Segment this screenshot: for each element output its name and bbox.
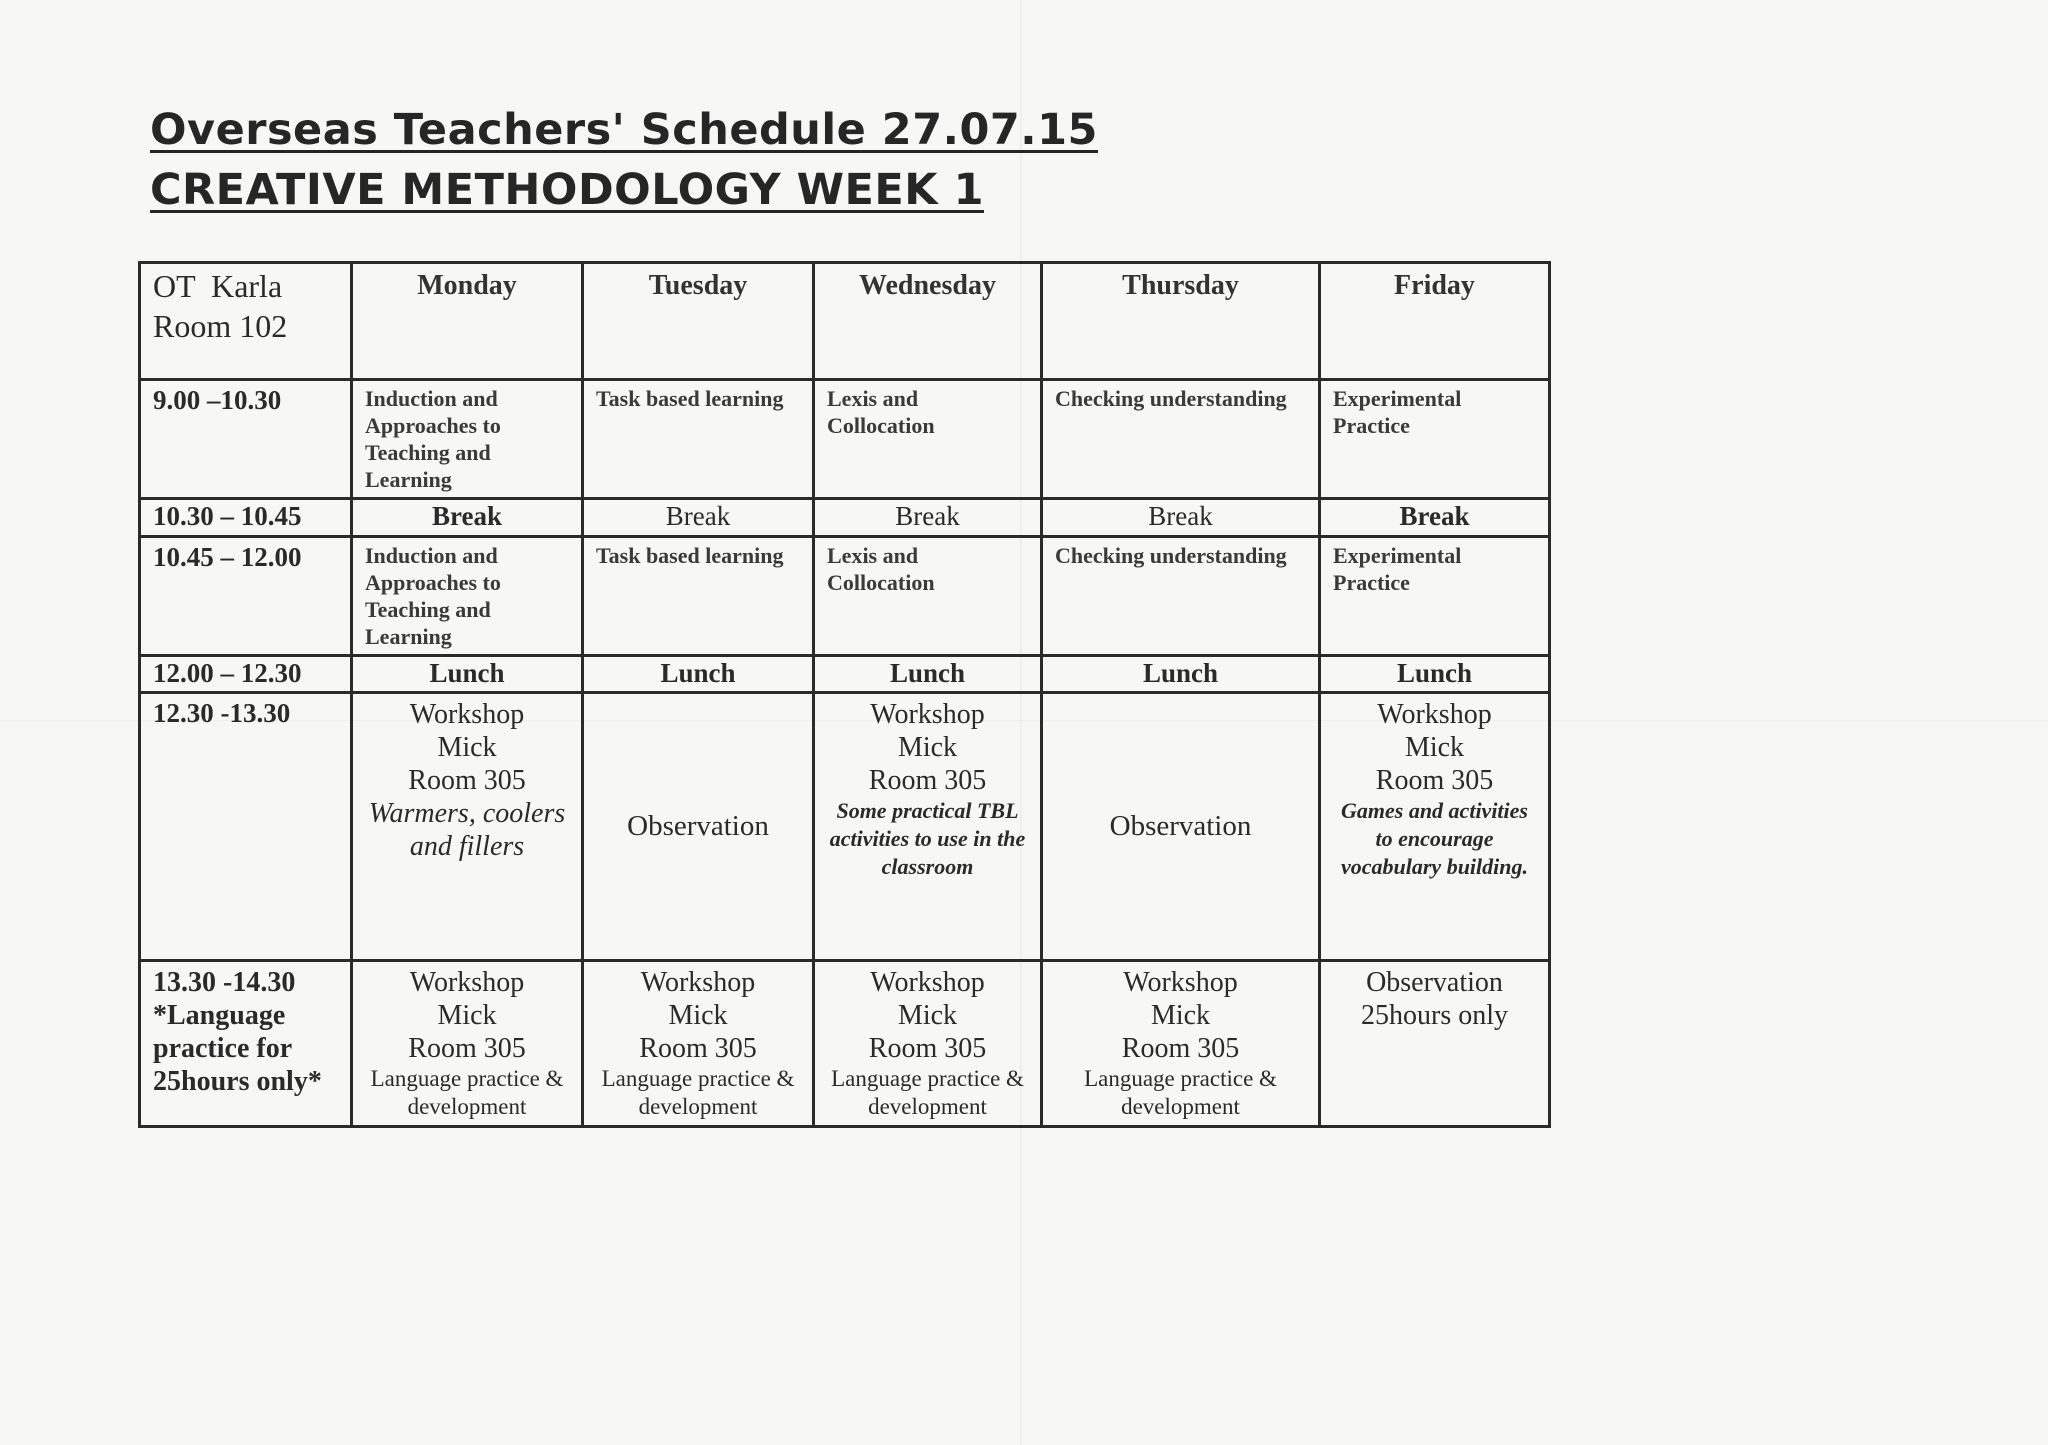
workshop-room: Room 305 bbox=[1375, 765, 1494, 796]
day-header-friday: Friday bbox=[1320, 263, 1550, 380]
workshop-tutor: Mick bbox=[897, 1000, 958, 1031]
workshop-description: Some practical TBL activities to use in the classroom bbox=[829, 798, 1026, 879]
session-wednesday: Lexis and Collocation bbox=[814, 537, 1042, 656]
lunch-row bbox=[140, 656, 1550, 693]
workshop-description: Language practice & development bbox=[370, 1066, 564, 1119]
slot-row-1 bbox=[140, 380, 1550, 499]
session-friday: Experimental Practice bbox=[1320, 537, 1550, 656]
workshop-room: Room 305 bbox=[408, 1033, 526, 1064]
session-tuesday: Task based learning bbox=[583, 380, 814, 499]
workshop-tutor: Mick bbox=[668, 1000, 728, 1031]
session-friday: Experimental Practice bbox=[1320, 380, 1550, 499]
workshop-title: Workshop bbox=[409, 699, 525, 730]
workshop-wednesday bbox=[814, 693, 1042, 961]
language-workshop-monday bbox=[352, 961, 583, 1127]
observation-label: Observation bbox=[1366, 967, 1503, 998]
header-row bbox=[140, 263, 1550, 380]
language-workshop-thursday bbox=[1042, 961, 1320, 1127]
teacher-room-cell bbox=[140, 263, 352, 380]
break-monday: Break bbox=[352, 499, 583, 537]
document-header bbox=[150, 100, 1098, 220]
teacher-name: OT Karla bbox=[153, 268, 283, 304]
language-workshop-wednesday bbox=[814, 961, 1042, 1127]
workshop-title: Workshop bbox=[640, 967, 756, 998]
language-workshop-tuesday bbox=[583, 961, 814, 1127]
session-thursday: Checking understanding bbox=[1042, 537, 1320, 656]
time-cell bbox=[140, 961, 352, 1127]
session-tuesday: Task based learning bbox=[583, 537, 814, 656]
workshop-description: Warmers, coolers and fillers bbox=[368, 798, 566, 862]
slot-row-2 bbox=[140, 537, 1550, 656]
time-range: 13.30 -14.30 bbox=[153, 967, 296, 998]
workshop-title: Workshop bbox=[1377, 699, 1492, 730]
session-thursday: Checking understanding bbox=[1042, 380, 1320, 499]
session-wednesday: Lexis and Collocation bbox=[814, 380, 1042, 499]
workshop-tutor: Mick bbox=[897, 732, 958, 763]
time-cell: 10.45 – 12.00 bbox=[140, 537, 352, 656]
lunch-friday: Lunch bbox=[1320, 656, 1550, 693]
workshop-title: Workshop bbox=[870, 967, 985, 998]
break-friday: Break bbox=[1320, 499, 1550, 537]
workshop-description: Language practice & development bbox=[831, 1066, 1024, 1119]
workshop-room: Room 305 bbox=[408, 765, 526, 796]
workshop-monday bbox=[352, 693, 583, 961]
lunch-monday: Lunch bbox=[352, 656, 583, 693]
lunch-thursday: Lunch bbox=[1042, 656, 1320, 693]
workshop-room: Room 305 bbox=[639, 1033, 757, 1064]
time-cell: 9.00 –10.30 bbox=[140, 380, 352, 499]
slot-row-4 bbox=[140, 961, 1550, 1127]
workshop-tutor: Mick bbox=[437, 1000, 497, 1031]
lunch-wednesday: Lunch bbox=[814, 656, 1042, 693]
workshop-title: Workshop bbox=[409, 967, 525, 998]
workshop-tutor: Mick bbox=[437, 732, 497, 763]
workshop-friday bbox=[1320, 693, 1550, 961]
break-wednesday: Break bbox=[814, 499, 1042, 537]
workshop-title: Workshop bbox=[870, 699, 985, 730]
observation-tuesday: Observation bbox=[583, 693, 814, 961]
workshop-room: Room 305 bbox=[868, 1033, 987, 1064]
session-monday: Induction and Approaches to Teaching and Learning bbox=[352, 537, 583, 656]
workshop-description: Language practice & development bbox=[1084, 1066, 1277, 1119]
day-header-tuesday: Tuesday bbox=[583, 263, 814, 380]
time-cell: 12.00 – 12.30 bbox=[140, 656, 352, 693]
observation-friday bbox=[1320, 961, 1550, 1127]
day-header-monday: Monday bbox=[352, 263, 583, 380]
workshop-tutor: Mick bbox=[1404, 732, 1465, 763]
break-thursday: Break bbox=[1042, 499, 1320, 537]
workshop-room: Room 305 bbox=[1121, 1033, 1240, 1064]
day-header-wednesday: Wednesday bbox=[814, 263, 1042, 380]
schedule-table bbox=[138, 261, 1551, 1128]
time-cell: 12.30 -13.30 bbox=[140, 693, 352, 961]
workshop-tutor: Mick bbox=[1150, 1000, 1211, 1031]
workshop-room: Room 305 bbox=[868, 765, 987, 796]
workshop-description: Language practice & development bbox=[601, 1066, 795, 1119]
day-header-thursday: Thursday bbox=[1042, 263, 1320, 380]
workshop-description: Games and activities to encourage vocabulary building. bbox=[1340, 798, 1528, 879]
time-cell: 10.30 – 10.45 bbox=[140, 499, 352, 537]
document-subtitle: CREATIVE METHODOLOGY WEEK 1 bbox=[150, 165, 984, 215]
room-number: Room 102 bbox=[153, 308, 288, 344]
session-monday: Induction and Approaches to Teaching and Learning bbox=[352, 380, 583, 499]
workshop-title: Workshop bbox=[1123, 967, 1238, 998]
lunch-tuesday: Lunch bbox=[583, 656, 814, 693]
slot-row-3 bbox=[140, 693, 1550, 961]
break-tuesday: Break bbox=[583, 499, 814, 537]
break-row bbox=[140, 499, 1550, 537]
observation-thursday: Observation bbox=[1042, 693, 1320, 961]
document-title: Overseas Teachers' Schedule 27.07.15 bbox=[150, 105, 1098, 155]
language-practice-note: *Language practice for 25hours only* bbox=[153, 1000, 322, 1097]
observation-note: 25hours only bbox=[1361, 1000, 1508, 1031]
